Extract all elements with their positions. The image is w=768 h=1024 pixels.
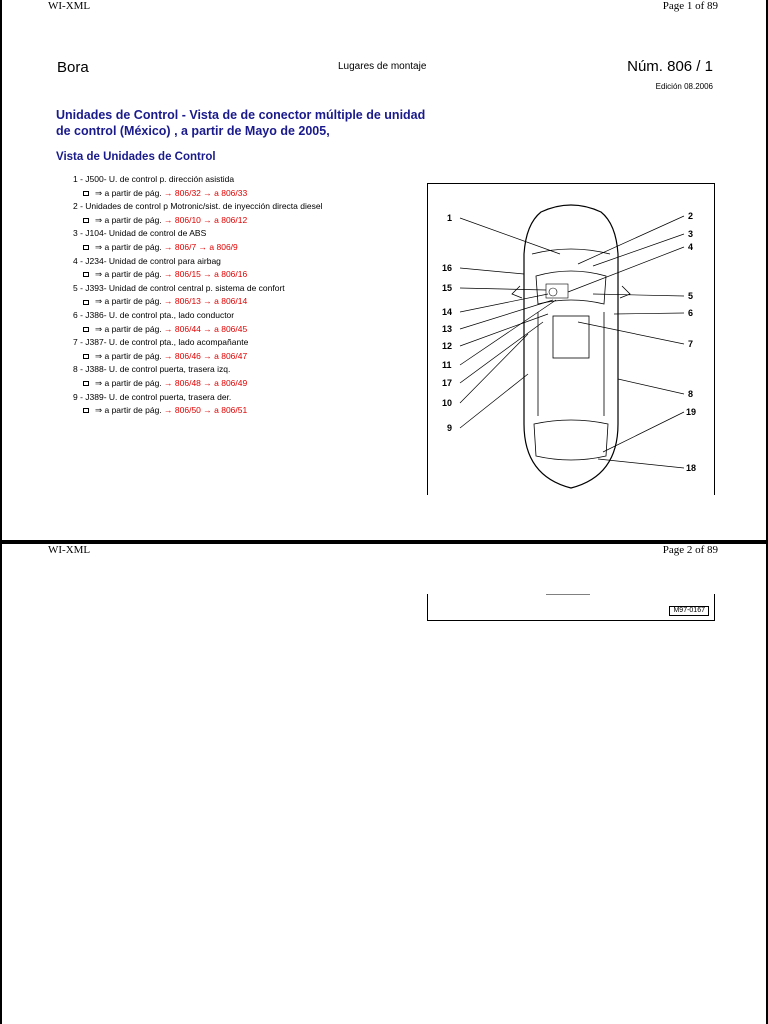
page-reference: ⇒ a partir de pág. → 806/32 → a 806/33: [73, 187, 433, 201]
page-reference: ⇒ a partir de pág. → 806/7 → a 806/9: [73, 241, 433, 255]
list-item: 6 - J386- U. de control pta., lado conductor: [73, 309, 235, 320]
reference-link[interactable]: → 806/46 → a 806/47: [164, 350, 248, 361]
reference-link[interactable]: → 806/10 → a 806/12: [164, 214, 248, 225]
document-number: Núm. 806 / 1: [627, 58, 713, 75]
reference-link[interactable]: → 806/15 → a 806/16: [164, 269, 248, 280]
reference-link[interactable]: → 806/32 → a 806/33: [164, 187, 248, 198]
car-diagram-continuation: [427, 594, 715, 621]
callout-number: 5: [688, 291, 694, 301]
square-bullet-icon: [83, 408, 89, 413]
callout-number: 13: [442, 324, 453, 334]
header-page-number: Page 1 of 89: [662, 0, 718, 12]
square-bullet-icon: [83, 300, 89, 305]
list-item: 5 - J393- Unidad de control central p. sistema de confort: [73, 282, 285, 293]
header-left: WI-XML: [48, 0, 91, 12]
page-left-border: [0, 544, 2, 1024]
page-reference: ⇒ a partir de pág. → 806/44 → a 806/45: [73, 323, 433, 337]
square-bullet-icon: [83, 381, 89, 386]
square-bullet-icon: [83, 245, 89, 250]
callout-number: 18: [686, 463, 697, 473]
page-reference: ⇒ a partir de pág. → 806/13 → a 806/14: [73, 295, 433, 309]
callout-number: 11: [442, 360, 452, 370]
callout-number: 15: [442, 283, 453, 293]
callout-number: 4: [688, 242, 694, 252]
page-left-border: [0, 0, 2, 540]
list-item: 4 - J234- Unidad de control para airbag: [73, 255, 221, 266]
reference-link[interactable]: → 806/48 → a 806/49: [164, 377, 248, 388]
callout-number: 7: [688, 339, 694, 349]
square-bullet-icon: [83, 218, 89, 223]
reference-link[interactable]: → 806/44 → a 806/45: [164, 323, 248, 334]
model-name: Bora: [57, 59, 89, 76]
page-reference: ⇒ a partir de pág. → 806/50 → a 806/51: [73, 404, 433, 418]
reference-link[interactable]: → 806/50 → a 806/51: [164, 405, 248, 416]
list-item: 7 - J387- U. de control pta., lado acompañante: [73, 337, 249, 348]
callout-number: 10: [442, 398, 453, 408]
page-reference: ⇒ a partir de pág. → 806/48 → a 806/49: [73, 377, 433, 391]
callout-number: 12: [442, 341, 453, 351]
callout-number: 8: [688, 389, 694, 399]
reference-link[interactable]: → 806/13 → a 806/14: [164, 296, 248, 307]
reference-link[interactable]: → 806/7 → a 806/9: [164, 241, 238, 252]
list-item: 8 - J388- U. de control puerta, trasera izq.: [73, 364, 231, 375]
square-bullet-icon: [83, 327, 89, 332]
list-item: 2 - Unidades de control p Motronic/sist. de inyección directa diesel: [73, 201, 323, 212]
callout-number: 17: [442, 378, 453, 388]
list-item: 9 - J389- U. de control puerta, trasera der.: [73, 391, 232, 402]
page-title: Unidades de Control - Vista de de conector múltiple de unidad de control (México) , a partir de Mayo de 2005,: [56, 108, 426, 138]
callout-number: 6: [688, 308, 694, 318]
car-top-view-illustration: [428, 184, 714, 495]
callout-number: 1: [447, 213, 453, 223]
callout-number: 14: [442, 307, 453, 317]
edition-label: Edición 08.2006: [655, 82, 713, 91]
section-title: Lugares de montaje: [338, 61, 427, 72]
component-list: [73, 173, 433, 418]
callout-number: 9: [447, 423, 453, 433]
page-reference: ⇒ a partir de pág. → 806/15 → a 806/16: [73, 268, 433, 282]
square-bullet-icon: [83, 272, 89, 277]
page-reference: ⇒ a partir de pág. → 806/46 → a 806/47: [73, 350, 433, 364]
page-reference: ⇒ a partir de pág. → 806/10 → a 806/12: [73, 214, 433, 228]
car-location-diagram: [427, 183, 715, 495]
callout-number: 19: [686, 407, 697, 417]
callout-number: 3: [688, 229, 694, 239]
square-bullet-icon: [83, 354, 89, 359]
callout-number: 2: [688, 211, 694, 221]
header-page-number: Page 2 of 89: [662, 544, 718, 556]
callout-number: 16: [442, 263, 453, 273]
header-left: WI-XML: [48, 544, 91, 556]
list-item: 3 - J104- Unidad de control de ABS: [73, 228, 207, 239]
list-item: 1 - J500- U. de control p. dirección asistida: [73, 174, 235, 184]
square-bullet-icon: [83, 191, 89, 196]
figure-code: M97-0167: [669, 606, 709, 616]
section-subtitle: Vista de Unidades de Control: [56, 151, 216, 163]
